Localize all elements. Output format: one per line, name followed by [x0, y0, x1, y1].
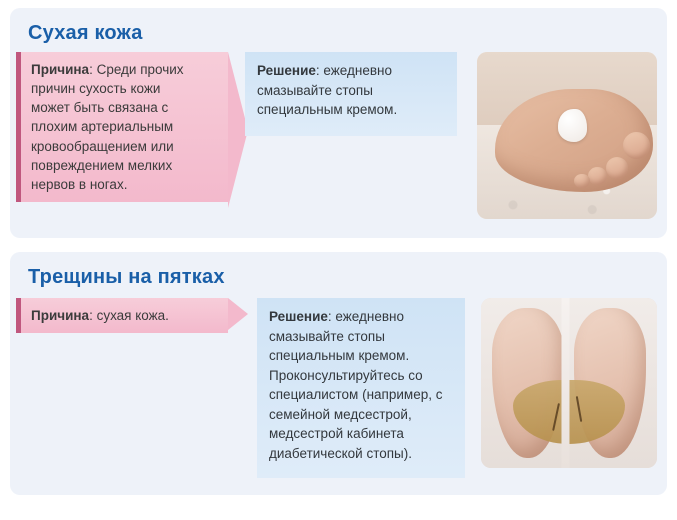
cause-label-2: Причина: [31, 308, 90, 323]
cause-block-cracked-heels: [16, 298, 228, 333]
crack-line: [576, 396, 582, 422]
toe-icon: [623, 132, 650, 159]
toe-icon: [606, 157, 628, 179]
cause-text: : Среди прочих причин сухость кожи может быть связана с плохим артериальным кровообращением или повреждением мелких нервов в ногах.: [31, 62, 184, 192]
solution-block-cracked-heels: [257, 298, 465, 478]
dry-skin-foot-photo: [477, 52, 657, 219]
cause-text-2: : сухая кожа.: [89, 308, 169, 323]
cracked-heels-photo: [481, 298, 657, 468]
toe-icon: [588, 167, 607, 185]
solution-label: Решение: [257, 63, 316, 78]
solution-label-2: Решение: [269, 309, 328, 324]
cream-blob: [558, 109, 587, 142]
arrow-right-icon: [228, 298, 248, 330]
crack-line: [553, 403, 561, 431]
solution-block-dry-skin: [245, 52, 457, 136]
page-title: Сухая кожа: [28, 22, 143, 44]
page-title-2: Трещины на пятках: [28, 266, 225, 288]
heel-gap: [562, 298, 569, 468]
solution-text-2: : ежедневно смазывайте стопы специальным кремом. Проконсультируйтесь со специалистом (например, с семейной медсестрой, медсестрой кабинета диабетической стопы).: [269, 309, 443, 461]
cause-block-dry-skin: [16, 52, 228, 202]
toe-icon: [574, 174, 590, 188]
solution-text: : ежедневно смазывайте стопы специальным кремом.: [257, 63, 398, 118]
cause-label: Причина: [31, 62, 90, 77]
